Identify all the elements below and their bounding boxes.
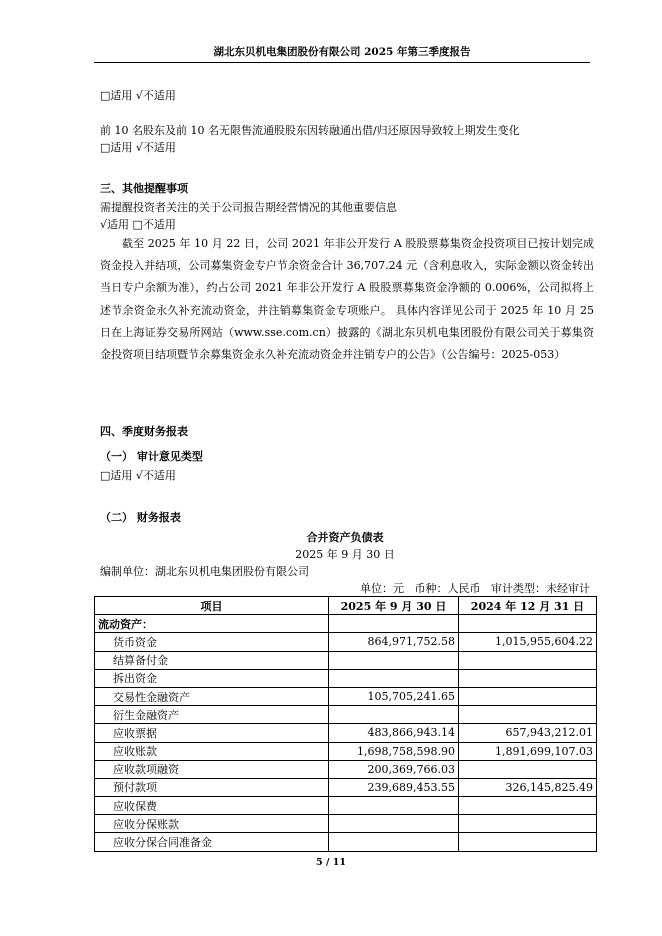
table-row <box>95 815 597 833</box>
row-prior: 1,015,955,604.22 <box>459 633 597 651</box>
table-row <box>95 651 597 669</box>
section-label: 流动资产： <box>95 615 329 633</box>
table-row <box>95 687 597 705</box>
row-prior <box>459 651 597 669</box>
page-number: 5 / 11 <box>316 857 346 868</box>
row-current: 483,866,943.14 <box>329 724 459 742</box>
section-three-subtitle: 需提醒投资者关注的关于公司报告期经营情况的其他重要信息 <box>100 201 397 214</box>
table-row <box>95 742 597 760</box>
table-row <box>95 669 597 687</box>
table-row <box>95 778 597 796</box>
row-item: 应收保费 <box>95 797 329 815</box>
row-current <box>329 706 459 724</box>
section-four-title: 四、季度财务报表 <box>100 425 188 438</box>
row-current: 1,698,758,598.90 <box>329 742 459 760</box>
table-row <box>95 706 597 724</box>
row-current: 105,705,241.65 <box>329 687 459 705</box>
row-prior <box>459 797 597 815</box>
audit-opinion-title: （一） 审计意见类型 <box>100 450 203 463</box>
column-header-prior: 2024 年 12 月 31 日 <box>459 597 597 615</box>
column-header-item: 项目 <box>95 597 329 615</box>
row-prior: 326,145,825.49 <box>459 778 597 796</box>
table-row <box>95 633 597 651</box>
row-item: 拆出资金 <box>95 669 329 687</box>
applicability-line-1: □适用 √不适用 <box>100 89 176 102</box>
row-current: 200,369,766.03 <box>329 760 459 778</box>
row-prior <box>459 833 597 851</box>
report-header: 湖北东贝机电集团股份有限公司 2025 年第三季度报告 <box>94 44 590 63</box>
row-prior: 1,891,699,107.03 <box>459 742 597 760</box>
applicability-line-4: □适用 √不适用 <box>100 469 176 482</box>
section-three-title: 三、其他提醒事项 <box>100 182 188 195</box>
row-current <box>329 651 459 669</box>
row-current: 239,689,453.55 <box>329 778 459 796</box>
row-prior <box>459 669 597 687</box>
prepared-by: 编制单位：湖北东贝机电集团股份有限公司 <box>100 565 309 578</box>
row-item: 衍生金融资产 <box>95 706 329 724</box>
statement-title: 合并资产负债表 <box>306 531 384 544</box>
table-row <box>95 760 597 778</box>
statement-date: 2025 年 9 月 30 日 <box>295 548 395 561</box>
row-current <box>329 815 459 833</box>
row-item: 应收分保账款 <box>95 815 329 833</box>
table-row <box>95 724 597 742</box>
row-prior <box>459 687 597 705</box>
row-item: 应收票据 <box>95 724 329 742</box>
row-prior <box>459 706 597 724</box>
row-item: 应收分保合同准备金 <box>95 833 329 851</box>
row-current <box>329 797 459 815</box>
section-three-paragraph: 截至 2025 年 10 月 22 日，公司 2021 年非公开发行 A 股股票募集资金投资项目已按计划完成资金投入并结项，公司募集资金专户节余资金合计 36,707.24 元（含利息收入，实际金额以资金转出当日专户余额为准），约占公司 2021 年非公开发行 A 股股票募集资金净额的 0.006%，公司拟将上述节余资金永久补充流动资金，并注销募集资金专项账户。 具体内容详见公司于 2025 年 10 月 25 日在上海证券交易所网站（www.sse.com.cn）披露的《湖北东贝机电集团股份有限公司关于募集资金投资项目结项暨节余募集资金永久补充流动资金并注销专户的公告》（公告编号：2025-053） <box>100 237 594 362</box>
row-item: 预付款项 <box>95 778 329 796</box>
row-item: 货币资金 <box>95 633 329 651</box>
applicability-line-2: □适用 √不适用 <box>100 141 176 154</box>
securities-lending-line: 前 10 名股东及前 10 名无限售流通股股东因转融通出借/归还原因导致较上期发生变化 <box>100 124 520 137</box>
row-item: 结算备付金 <box>95 651 329 669</box>
section-row <box>95 615 597 633</box>
row-prior: 657,943,212.01 <box>459 724 597 742</box>
table-row <box>95 797 597 815</box>
statement-units: 单位：元 币种：人民币 审计类型：未经审计 <box>360 582 590 595</box>
row-prior <box>459 815 597 833</box>
row-current <box>329 669 459 687</box>
row-current <box>329 833 459 851</box>
balance-sheet-table <box>94 596 597 852</box>
row-current: 864,971,752.58 <box>329 633 459 651</box>
table-header-row <box>95 597 597 615</box>
table-row <box>95 833 597 851</box>
row-item: 应收账款 <box>95 742 329 760</box>
row-prior <box>459 760 597 778</box>
financial-statements-title: （二） 财务报表 <box>100 511 181 524</box>
row-item: 交易性金融资产 <box>95 687 329 705</box>
column-header-current: 2025 年 9 月 30 日 <box>329 597 459 615</box>
row-item: 应收款项融资 <box>95 760 329 778</box>
applicability-line-3: √适用 □不适用 <box>100 218 176 231</box>
